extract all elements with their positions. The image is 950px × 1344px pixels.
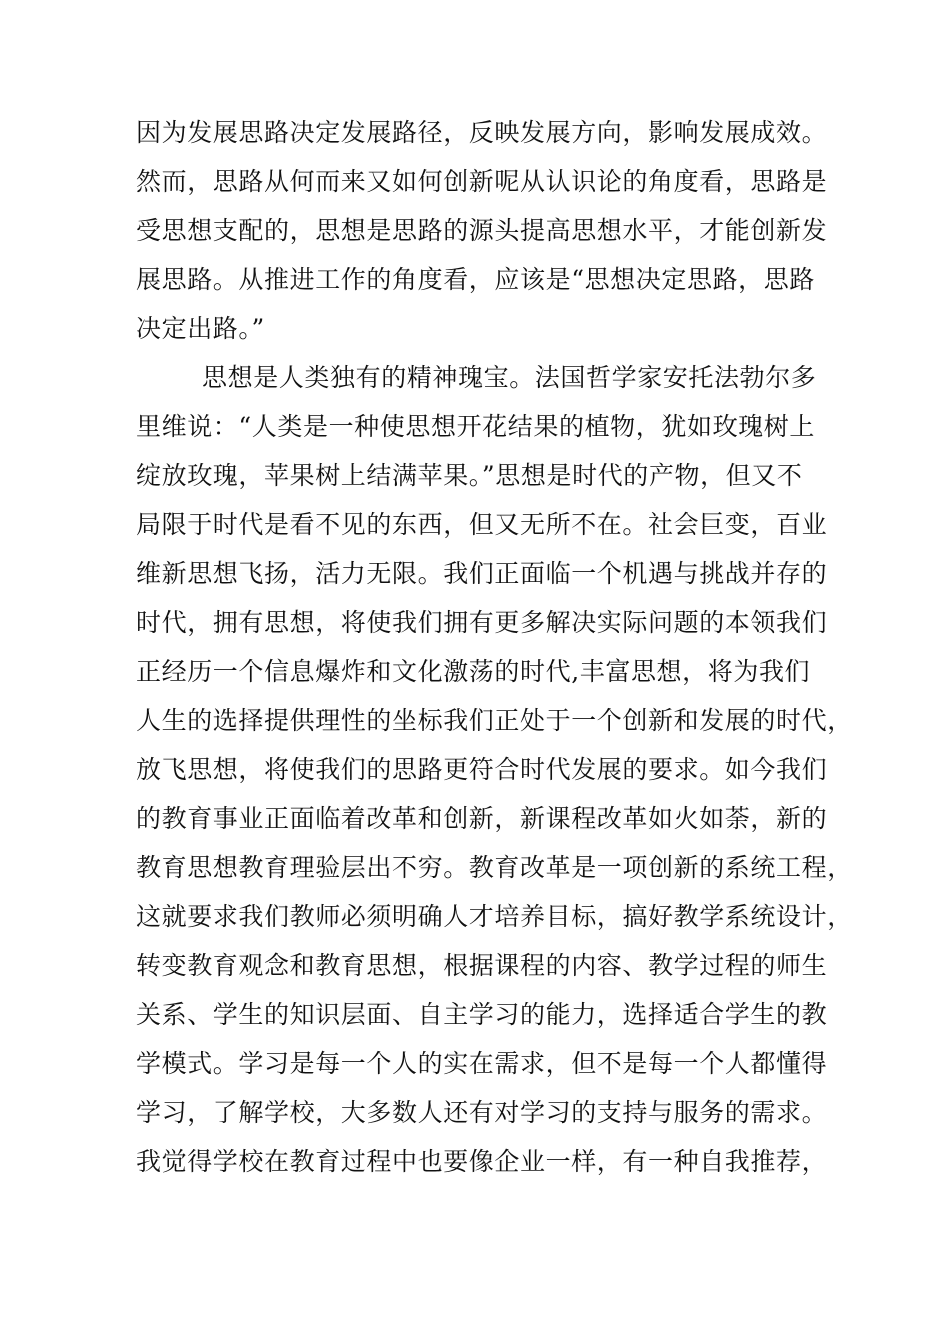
text-line: 学习，了解学校，大多数人还有对学习的支持与服务的需求。	[136, 1098, 828, 1127]
text-line: 这就要求我们教师必须明确人才培养目标，搞好教学系统设计，	[136, 902, 853, 931]
text-line: 局限于时代是看不见的东西，但又无所不在。社会巨变，百业	[136, 510, 828, 539]
text-line: 转变教育观念和教育思想，根据课程的内容、教学过程的师生	[136, 951, 828, 980]
paragraph-first-line: 思想是人类独有的精神瑰宝。法国哲学家安托法勃尔多	[202, 363, 817, 392]
text-line: 因为发展思路决定发展路径，反映发展方向，影响发展成效。	[136, 118, 828, 147]
text-line: 受思想支配的，思想是思路的源头提高思想水平，才能创新发	[136, 216, 828, 245]
text-line: 人生的选择提供理性的坐标我们正处于一个创新和发展的时代，	[136, 706, 853, 735]
text-line: 里维说：“人类是一种使思想开花结果的植物，犹如玫瑰树上	[136, 412, 815, 441]
text-line: 维新思想飞扬，活力无限。我们正面临一个机遇与挑战并存的	[136, 559, 828, 588]
body-text	[136, 108, 853, 1186]
text-line: 绽放玫瑰，苹果树上结满苹果。”思想是时代的产物，但又不	[136, 461, 803, 490]
text-line: 教育思想教育理验层出不穷。教育改革是一项创新的系统工程，	[136, 853, 853, 882]
text-line: 然而，思路从何而来又如何创新呢从认识论的角度看，思路是	[136, 167, 828, 196]
text-line: 学模式。学习是每一个人的实在需求，但不是每一个人都懂得	[136, 1049, 828, 1078]
text-line: 我觉得学校在教育过程中也要像企业一样，有一种自我推荐，	[136, 1147, 828, 1176]
text-line: 决定出路。”	[136, 314, 265, 343]
text-line: 正经历一个信息爆炸和文化激荡的时代,丰富思想，将为我们	[136, 657, 811, 686]
text-line: 放飞思想，将使我们的思路更符合时代发展的要求。如今我们	[136, 755, 828, 784]
text-line: 关系、学生的知识层面、自主学习的能力，选择适合学生的教	[136, 1000, 828, 1029]
text-line: 时代，拥有思想，将使我们拥有更多解决实际问题的本领我们	[136, 608, 828, 637]
text-line: 的教育事业正面临着改革和创新，新课程改革如火如荼，新的	[136, 804, 828, 833]
text-line: 展思路。从推进工作的角度看，应该是“思想决定思路，思路	[136, 265, 815, 294]
